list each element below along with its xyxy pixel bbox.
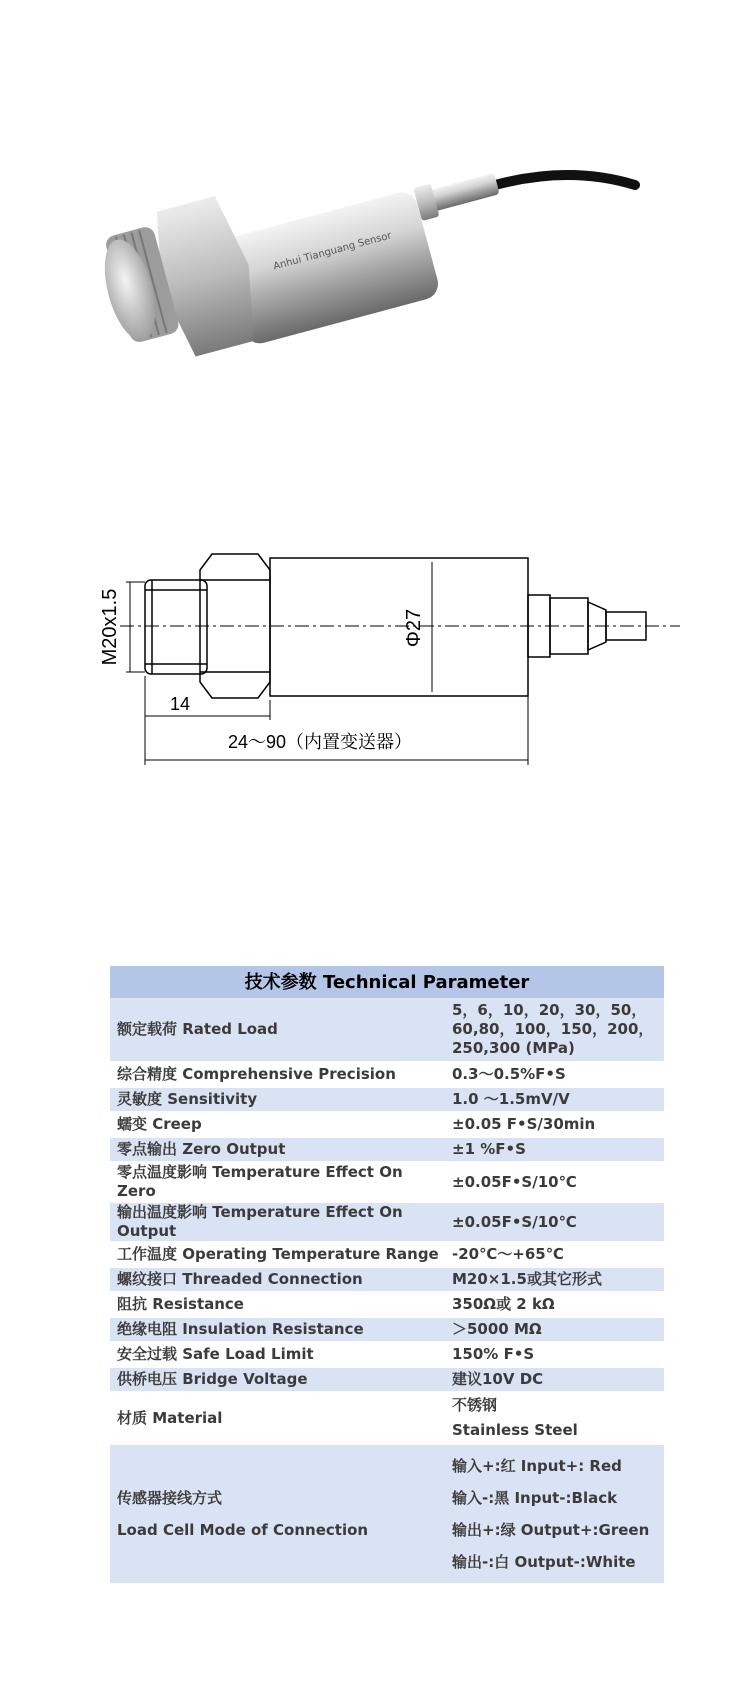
param-value: 建议10V DC xyxy=(446,1367,664,1392)
table-row xyxy=(110,1267,664,1292)
table-row xyxy=(110,1202,664,1242)
param-value: ＞5000 MΩ xyxy=(446,1317,664,1342)
param-label: 综合精度 Comprehensive Precision xyxy=(110,1062,446,1087)
dimension-drawing xyxy=(90,550,710,810)
param-label: 供桥电压 Bridge Voltage xyxy=(110,1367,446,1392)
param-label: 传感器接线方式 Load Cell Mode of Connection xyxy=(110,1444,446,1584)
param-value: 0.3～0.5%F•S xyxy=(446,1062,664,1087)
table-row xyxy=(110,1317,664,1342)
thread-size-label: M20x1.5 xyxy=(99,588,121,666)
table-row xyxy=(110,998,664,1062)
param-value: 150% F•S xyxy=(446,1342,664,1367)
table-row xyxy=(110,1162,664,1202)
table-row xyxy=(110,1292,664,1317)
param-label: 工作温度 Operating Temperature Range xyxy=(110,1242,446,1267)
param-label: 零点输出 Zero Output xyxy=(110,1137,446,1162)
table-row xyxy=(110,1242,664,1267)
param-label: 绝缘电阻 Insulation Resistance xyxy=(110,1317,446,1342)
param-label: 材质 Material xyxy=(110,1392,446,1444)
param-value: ±0.05 F•S/30min xyxy=(446,1112,664,1137)
table-title: 技术参数 Technical Parameter xyxy=(110,966,664,998)
thread-length-label: 14 xyxy=(169,694,191,714)
param-label: 输出温度影响 Temperature Effect On Output xyxy=(110,1202,446,1242)
param-label: 零点温度影响 Temperature Effect On Zero xyxy=(110,1162,446,1202)
svg-text:Anhui Tianguang Sensor: Anhui Tianguang Sensor xyxy=(272,230,393,273)
table-row xyxy=(110,1087,664,1112)
param-label: 阻抗 Resistance xyxy=(110,1292,446,1317)
param-value: 不锈钢 Stainless Steel xyxy=(446,1392,664,1444)
table-row xyxy=(110,1342,664,1367)
param-label: 螺纹接口 Threaded Connection xyxy=(110,1267,446,1292)
table-header-row xyxy=(110,966,664,998)
param-label: 额定载荷 Rated Load xyxy=(110,998,446,1062)
diameter-label: Φ27 xyxy=(403,608,425,648)
param-value: ±0.05F•S/10℃ xyxy=(446,1162,664,1202)
table-row xyxy=(110,1444,664,1584)
table-row xyxy=(110,1137,664,1162)
param-value: 5，6，10，20，30，50， 60,80，100，150，200， 250,300 (MPa) xyxy=(446,998,664,1062)
param-value: M20×1.5或其它形式 xyxy=(446,1267,664,1292)
param-label: 蠕变 Creep xyxy=(110,1112,446,1137)
param-value: 1.0 ～1.5mV/V xyxy=(446,1087,664,1112)
param-value: 350Ω或 2 kΩ xyxy=(446,1292,664,1317)
total-length-label: 24～90（内置变送器） xyxy=(227,732,413,752)
sensor-product-photo xyxy=(100,145,700,365)
param-label: 灵敏度 Sensitivity xyxy=(110,1087,446,1112)
table-row xyxy=(110,1392,664,1444)
param-value: ±1 %F•S xyxy=(446,1137,664,1162)
param-value: 输入+:红 Input+: Red 输入-:黑 Input-:Black 输出+:绿 Output+:Green 输出-:白 Output-:White xyxy=(446,1444,664,1584)
param-label: 安全过载 Safe Load Limit xyxy=(110,1342,446,1367)
table-row xyxy=(110,1062,664,1087)
param-value: -20℃～+65℃ xyxy=(446,1242,664,1267)
table-row xyxy=(110,1367,664,1392)
table-row xyxy=(110,1112,664,1137)
param-value: ±0.05F•S/10℃ xyxy=(446,1202,664,1242)
technical-parameter-table xyxy=(110,966,664,1585)
